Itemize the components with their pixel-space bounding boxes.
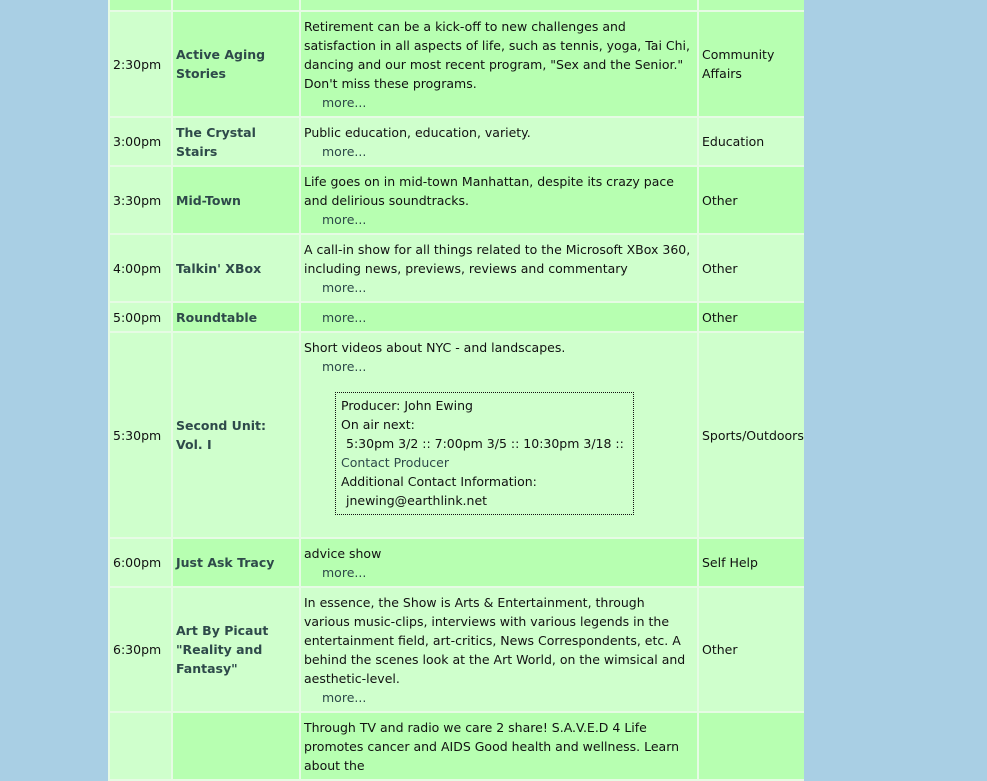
desc-cell <box>301 588 697 711</box>
time-cell: 6:00pm <box>110 539 171 586</box>
table-row <box>110 333 804 537</box>
desc-cell <box>301 303 697 331</box>
time-cell: 5:30pm <box>110 333 171 537</box>
more-link[interactable]: more... <box>322 95 367 110</box>
table-row <box>110 303 804 331</box>
more-link[interactable]: more... <box>322 212 367 227</box>
description-text: A call-in show for all things related to the Microsoft XBox 360, including news, previews, reviews and commentary <box>304 242 691 276</box>
producer-name: Producer: John Ewing <box>341 398 473 413</box>
desc-cell <box>301 235 697 301</box>
desc-cell <box>301 539 697 586</box>
title-cell: Just Ask Tracy <box>173 539 299 586</box>
title-cell: Second Unit: Vol. I <box>173 333 299 537</box>
description-text: advice show <box>304 546 382 561</box>
producer-email: jnewing@earthlink.net <box>346 493 488 508</box>
on-air-times: 5:30pm 3/2 :: 7:00pm 3/5 :: 10:30pm 3/18 :: <box>346 436 624 451</box>
category-cell: Education <box>699 118 804 165</box>
description-text: Public education, education, variety. <box>304 125 531 140</box>
category-cell: Sports/Outdoors <box>699 333 804 537</box>
more-link[interactable]: more... <box>322 359 367 374</box>
more-link[interactable]: more... <box>322 690 367 705</box>
title-cell: Active Aging Stories <box>173 12 299 116</box>
additional-contact-label: Additional Contact Information: <box>341 474 537 489</box>
desc-cell <box>301 12 697 116</box>
table-row <box>110 167 804 233</box>
title-cell: The Crystal Stairs <box>173 118 299 165</box>
time-cell <box>110 0 171 10</box>
title-cell: Mid-Town <box>173 167 299 233</box>
title-cell: Art By Picaut "Reality and Fantasy" <box>173 588 299 711</box>
description-text: In essence, the Show is Arts & Entertainment, through various music-clips, interviews with various legends in the entertainment field, art-critics, News Correspondents, etc. A behind the scenes look at the Art World, on the wimsical and aesthetic-level. <box>304 595 686 686</box>
desc-cell <box>301 333 697 537</box>
on-air-label: On air next: <box>341 417 415 432</box>
schedule-table <box>108 0 806 781</box>
desc-cell <box>301 118 697 165</box>
category-cell: Other <box>699 303 804 331</box>
time-cell: 3:30pm <box>110 167 171 233</box>
table-row <box>110 588 804 711</box>
time-cell: 5:00pm <box>110 303 171 331</box>
time-cell: 3:00pm <box>110 118 171 165</box>
time-cell: 6:30pm <box>110 588 171 711</box>
title-cell: Roundtable <box>173 303 299 331</box>
table-row <box>110 713 804 779</box>
description-text: Life goes on in mid-town Manhattan, despite its crazy pace and delirious soundtracks. <box>304 174 674 208</box>
contact-producer-link[interactable]: Contact Producer <box>341 455 449 470</box>
title-cell <box>173 0 299 10</box>
table-row <box>110 539 804 586</box>
title-cell: Talkin' XBox <box>173 235 299 301</box>
category-cell: Other <box>699 235 804 301</box>
desc-cell <box>301 713 697 779</box>
desc-cell <box>301 167 697 233</box>
time-cell: 2:30pm <box>110 12 171 116</box>
schedule-panel <box>108 0 804 781</box>
category-cell: Other <box>699 167 804 233</box>
description-text: Retirement can be a kick-off to new challenges and satisfaction in all aspects of life, such as tennis, yoga, Tai Chi, dancing and our most recent program, "Sex and the Senior." Don't miss these programs. <box>304 19 690 91</box>
more-link[interactable]: more... <box>322 280 367 295</box>
more-link[interactable]: more... <box>322 144 367 159</box>
table-row <box>110 0 804 10</box>
desc-cell <box>301 0 697 10</box>
category-cell: Self Help <box>699 539 804 586</box>
category-cell: Community Affairs <box>699 12 804 116</box>
more-link[interactable]: more... <box>322 310 367 325</box>
table-row <box>110 118 804 165</box>
title-cell <box>173 713 299 779</box>
description-text: Short videos about NYC - and landscapes. <box>304 340 566 355</box>
table-row <box>110 12 804 116</box>
category-cell <box>699 713 804 779</box>
category-cell: Other <box>699 588 804 711</box>
more-link[interactable]: more... <box>322 565 367 580</box>
table-row <box>110 235 804 301</box>
producer-info-box <box>335 392 634 515</box>
time-cell <box>110 713 171 779</box>
description-text: Through TV and radio we care 2 share! S.A.V.E.D 4 Life promotes cancer and AIDS Good health and wellness. Learn about the <box>304 720 680 773</box>
time-cell: 4:00pm <box>110 235 171 301</box>
category-cell <box>699 0 804 10</box>
